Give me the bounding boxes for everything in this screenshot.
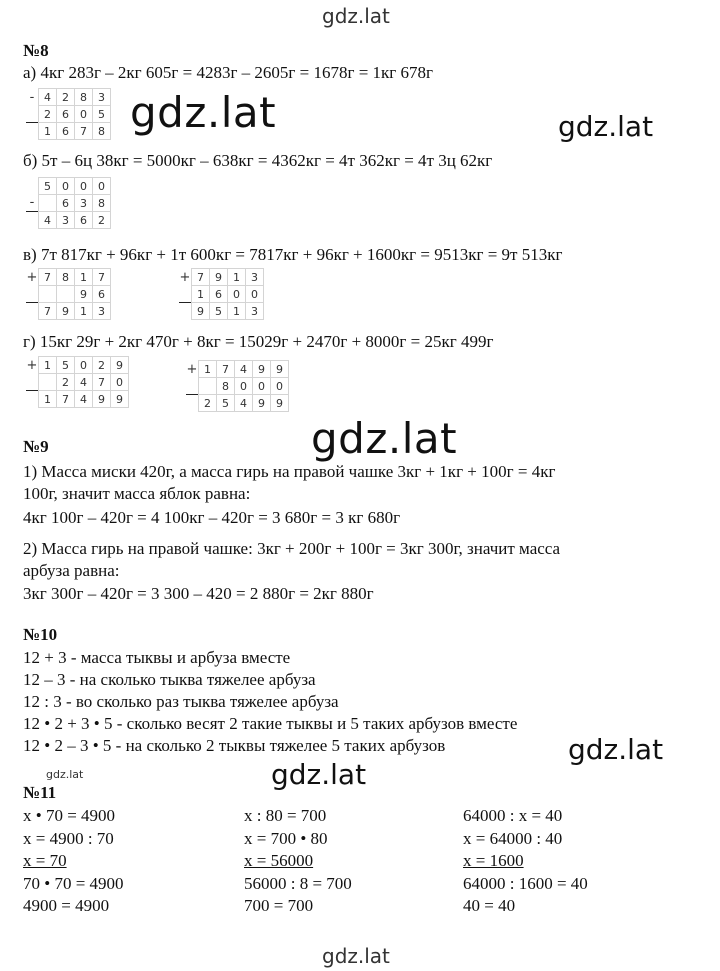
- eq1-check-result: 4900 = 4900: [23, 896, 110, 915]
- eq1-answer: x = 70: [23, 851, 67, 870]
- digit-cell: 0: [75, 357, 93, 374]
- watermark-center: gdz.lat: [271, 758, 367, 791]
- operator-sign: +: [186, 361, 198, 377]
- eq1-line1: x • 70 = 4900: [23, 806, 116, 825]
- digit-cell: 2: [93, 357, 111, 374]
- digit-cell: 7: [39, 303, 57, 320]
- operator-sign: [26, 303, 39, 320]
- digit-cell: 1: [228, 303, 246, 320]
- task-11-equation-3: [463, 805, 588, 918]
- task-9-title: №9: [23, 437, 49, 456]
- digit-cell: 6: [93, 286, 111, 303]
- task-10-line-3: 12 : 3 - во сколько раз тыква тяжелее арбуза: [23, 692, 339, 711]
- operator-sign: -: [29, 89, 35, 105]
- column-addition-v1: [26, 268, 111, 320]
- digit-cell: 2: [57, 374, 75, 391]
- watermark-right: gdz.lat: [558, 110, 654, 143]
- task-9-p2-line3: 3кг 300г – 420г = 3 300 – 420 = 2 880г = 2кг 880г: [23, 584, 374, 603]
- column-subtraction-b: [26, 177, 111, 229]
- task-8g-text: г) 15кг 29г + 2кг 470г + 8кг = 15029г + 2470г + 8000г = 25кг 499г: [23, 332, 494, 351]
- digit-cell: 9: [271, 395, 289, 412]
- task-10-line-4: 12 • 2 + 3 • 5 - сколько весят 2 такие тыквы и 5 таких арбузов вместе: [23, 714, 518, 733]
- digit-cell: 0: [75, 178, 93, 195]
- eq2-line2: x = 700 • 80: [244, 828, 328, 848]
- task-8v-text: в) 7т 817кг + 96кг + 1т 600кг = 7817кг + 96кг + 1600кг = 9513кг = 9т 513кг: [23, 245, 563, 264]
- operator-sign: [179, 286, 192, 303]
- digit-cell: 1: [39, 357, 57, 374]
- digit-cell: [39, 195, 57, 212]
- digit-cell: 5: [217, 395, 235, 412]
- task-11-title: №11: [23, 783, 57, 802]
- digit-cell: 7: [93, 269, 111, 286]
- eq2-answer: x = 56000: [244, 851, 314, 870]
- digit-cell: 6: [75, 212, 93, 229]
- digit-cell: 7: [217, 361, 235, 378]
- digit-cell: 6: [210, 286, 228, 303]
- digit-cell: 2: [57, 89, 75, 106]
- digit-cell: 4: [75, 391, 93, 408]
- task-9-p1-line3: 4кг 100г – 420г = 4 100кг – 420г = 3 680г = 3 кг 680г: [23, 508, 401, 527]
- operator-sign: [186, 378, 199, 395]
- digit-cell: 0: [246, 286, 264, 303]
- digit-cell: 3: [246, 269, 264, 286]
- operator-sign: [26, 106, 39, 123]
- digit-cell: 0: [228, 286, 246, 303]
- column-addition-g1: [26, 356, 129, 408]
- digit-cell: 3: [93, 89, 111, 106]
- operator-sign: [26, 374, 39, 391]
- digit-cell: 9: [111, 357, 129, 374]
- eq1-line2: x = 4900 : 70: [23, 828, 114, 848]
- digit-cell: 9: [111, 391, 129, 408]
- task-11-equation-1: [23, 805, 124, 918]
- column-subtraction-a: [26, 88, 111, 140]
- digit-cell: 7: [57, 391, 75, 408]
- digit-cell: 8: [93, 123, 111, 140]
- digit-cell: 2: [199, 395, 217, 412]
- digit-cell: 6: [57, 195, 75, 212]
- digit-cell: 0: [75, 106, 93, 123]
- digit-cell: 4: [235, 395, 253, 412]
- digit-cell: 0: [235, 378, 253, 395]
- digit-cell: 3: [246, 303, 264, 320]
- task-8-title: №8: [23, 41, 49, 60]
- digit-cell: 0: [271, 378, 289, 395]
- operator-sign: [179, 303, 192, 320]
- task-9-p2-line1: 2) Масса гирь на правой чашке: 3кг + 200г + 100г = 3кг 300г, значит масса: [23, 539, 561, 558]
- digit-cell: 8: [57, 269, 75, 286]
- digit-cell: 6: [57, 106, 75, 123]
- task-9-p2-line2: арбуза равна:: [23, 561, 120, 580]
- operator-sign: [186, 395, 199, 412]
- digit-cell: [57, 286, 75, 303]
- column-addition-g2: [186, 360, 289, 412]
- digit-cell: 5: [93, 106, 111, 123]
- digit-cell: 9: [57, 303, 75, 320]
- watermark-right-2: gdz.lat: [568, 733, 664, 766]
- operator-sign: [26, 286, 39, 303]
- digit-cell: 1: [75, 269, 93, 286]
- eq2-check-result: 700 = 700: [244, 896, 314, 915]
- digit-cell: 0: [111, 374, 129, 391]
- task-11-equation-2: [244, 805, 352, 918]
- digit-cell: [39, 374, 57, 391]
- digit-cell: 9: [210, 269, 228, 286]
- digit-cell: 1: [199, 361, 217, 378]
- digit-cell: 2: [93, 212, 111, 229]
- digit-cell: 9: [253, 361, 271, 378]
- operator-sign: -: [29, 195, 35, 211]
- digit-cell: 1: [228, 269, 246, 286]
- operator-sign: +: [179, 269, 191, 285]
- digit-cell: 8: [217, 378, 235, 395]
- digit-cell: [39, 286, 57, 303]
- digit-cell: 3: [93, 303, 111, 320]
- operator-sign: [26, 212, 39, 229]
- digit-cell: 1: [75, 303, 93, 320]
- watermark-middle: gdz.lat: [311, 414, 458, 463]
- task-10-line-5: 12 • 2 – 3 • 5 - на сколько 2 тыквы тяжелее 5 таких арбузов: [23, 736, 446, 755]
- watermark-tiny: gdz.lat: [46, 768, 84, 781]
- operator-sign: [26, 178, 39, 195]
- digit-cell: 9: [93, 391, 111, 408]
- digit-cell: 8: [75, 89, 93, 106]
- task-9-p1-line1: 1) Масса миски 420г, а масса гирь на правой чашке 3кг + 1кг + 100г = 4кг: [23, 462, 556, 481]
- watermark-large: gdz.lat: [130, 88, 277, 137]
- digit-cell: 2: [39, 106, 57, 123]
- digit-cell: 0: [93, 178, 111, 195]
- eq2-check: 56000 : 8 = 700: [244, 873, 352, 893]
- digit-cell: 7: [93, 374, 111, 391]
- digit-cell: 7: [39, 269, 57, 286]
- eq2-line1: x : 80 = 700: [244, 806, 327, 825]
- operator-sign: [26, 391, 39, 408]
- digit-cell: 4: [235, 361, 253, 378]
- digit-cell: 9: [75, 286, 93, 303]
- task-10-title: №10: [23, 625, 58, 644]
- eq3-check-result: 40 = 40: [463, 896, 516, 915]
- eq3-answer: x = 1600: [463, 851, 524, 870]
- watermark-bottom: gdz.lat: [322, 944, 390, 968]
- digit-cell: 9: [192, 303, 210, 320]
- digit-cell: 9: [253, 395, 271, 412]
- digit-cell: 0: [253, 378, 271, 395]
- task-8b-text: б) 5т – 6ц 38кг = 5000кг – 638кг = 4362кг = 4т 362кг = 4т 3ц 62кг: [23, 151, 493, 170]
- operator-sign: +: [26, 357, 38, 373]
- digit-cell: 3: [75, 195, 93, 212]
- digit-cell: 1: [192, 286, 210, 303]
- digit-cell: 7: [75, 123, 93, 140]
- digit-cell: 1: [39, 123, 57, 140]
- digit-cell: 5: [39, 178, 57, 195]
- digit-cell: 3: [57, 212, 75, 229]
- task-9-p1-line2: 100г, значит масса яблок равна:: [23, 484, 251, 503]
- digit-cell: 7: [192, 269, 210, 286]
- digit-cell: 5: [57, 357, 75, 374]
- eq3-line1: 64000 : x = 40: [463, 806, 563, 825]
- digit-cell: 4: [75, 374, 93, 391]
- digit-cell: [199, 378, 217, 395]
- watermark-top: gdz.lat: [322, 4, 390, 28]
- digit-cell: 8: [93, 195, 111, 212]
- digit-cell: 1: [39, 391, 57, 408]
- eq1-check: 70 • 70 = 4900: [23, 873, 124, 893]
- digit-cell: 5: [210, 303, 228, 320]
- digit-cell: 0: [57, 178, 75, 195]
- task-10-line-1: 12 + 3 - масса тыквы и арбуза вместе: [23, 648, 291, 667]
- task-8a-text: а) 4кг 283г – 2кг 605г = 4283г – 2605г = 1678г = 1кг 678г: [23, 63, 434, 82]
- digit-cell: 9: [271, 361, 289, 378]
- eq3-check: 64000 : 1600 = 40: [463, 873, 588, 893]
- eq3-line2: x = 64000 : 40: [463, 828, 563, 848]
- task-10-line-2: 12 – 3 - на сколько тыква тяжелее арбуза: [23, 670, 316, 689]
- digit-cell: 6: [57, 123, 75, 140]
- operator-sign: +: [26, 269, 38, 285]
- operator-sign: [26, 123, 39, 140]
- column-addition-v2: [179, 268, 264, 320]
- digit-cell: 4: [39, 89, 57, 106]
- digit-cell: 4: [39, 212, 57, 229]
